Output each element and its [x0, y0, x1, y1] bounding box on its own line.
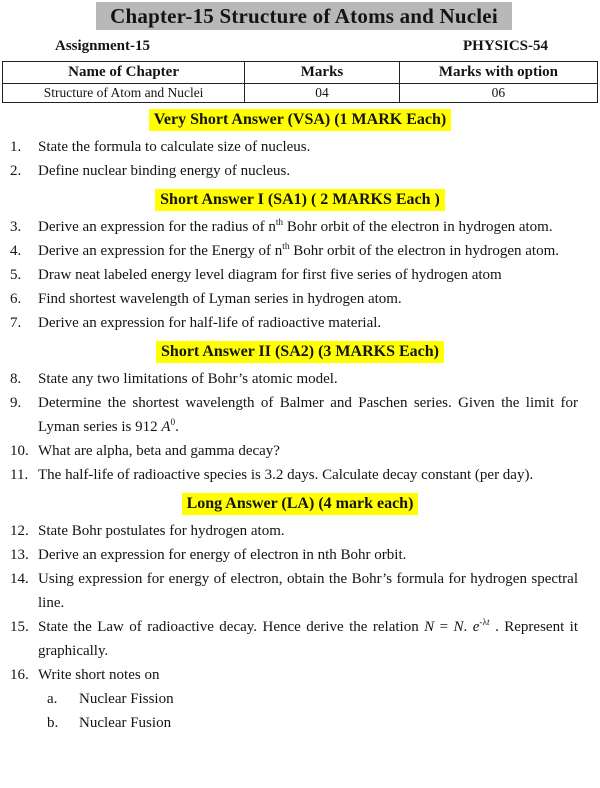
- question-text: State the formula to calculate size of nucleus.: [38, 139, 311, 155]
- question-item: [0, 543, 600, 567]
- section-heading-sa1: Short Answer I (SA1) ( 2 MARKS Each ): [155, 189, 445, 211]
- question-number: 10.: [10, 443, 29, 459]
- question-text: State the Law of radioactive decay. Hence derive the relation N = N. $e^{-\lambda t}$ . Represent it graphically.: [38, 618, 579, 659]
- question-item: [0, 519, 600, 543]
- question-item: [0, 135, 600, 159]
- question-number: 5.: [10, 267, 22, 283]
- question-number: 4.: [10, 243, 22, 259]
- table-header-name-of-chapter: Name of Chapter: [3, 62, 245, 84]
- question-item: [0, 159, 600, 183]
- question-item: [0, 263, 600, 287]
- assignment-label: Assignment-15: [55, 38, 151, 54]
- question-item: [0, 615, 600, 663]
- question-text: State any two limitations of Bohr’s atomic model.: [38, 371, 338, 387]
- question-number: 2.: [10, 163, 22, 179]
- question-number: 14.: [10, 571, 29, 587]
- meta-row: [0, 36, 600, 56]
- question-text: Derive an expression for the radius of $n^{th}$ Bohr orbit of the electron in hydrogen atom.: [38, 218, 553, 235]
- question-item: [0, 311, 600, 335]
- question-item: [0, 567, 600, 615]
- sub-question-letter: b.: [47, 715, 59, 731]
- question-number: 11.: [10, 467, 29, 483]
- question-item: [0, 239, 600, 263]
- question-number: 7.: [10, 315, 22, 331]
- page-title: Chapter-15 Structure of Atoms and Nuclei: [96, 2, 512, 30]
- section-heading-wrap: [0, 493, 600, 515]
- question-item: [0, 439, 600, 463]
- question-item: [0, 463, 600, 487]
- question-item: [0, 367, 600, 391]
- question-text: Write short notes on: [38, 667, 160, 683]
- sub-question-text: Nuclear Fusion: [79, 715, 172, 731]
- question-item: [0, 391, 600, 439]
- section-heading-wrap: [0, 189, 600, 211]
- sub-question-item: [0, 687, 600, 711]
- question-number: 6.: [10, 291, 22, 307]
- question-text: Derive an expression for the Energy of $n^{th}$ Bohr orbit of the electron in hydrogen atom.: [38, 242, 559, 259]
- question-number: 13.: [10, 547, 29, 563]
- question-text: Using expression for energy of electron, obtain the Bohr’s formula for hydrogen spectral line.: [38, 571, 578, 611]
- question-text: Define nuclear binding energy of nucleus.: [38, 163, 291, 179]
- question-item: [0, 215, 600, 239]
- table-cell-marks-with-option: 06: [399, 84, 597, 103]
- sub-question-item: [0, 711, 600, 735]
- question-number: 1.: [10, 139, 22, 155]
- chapter-marks-table: [2, 61, 598, 103]
- question-item: [0, 663, 600, 687]
- table-header-marks: Marks: [245, 62, 400, 84]
- question-text: Draw neat labeled energy level diagram for first five series of hydrogen atom: [38, 267, 502, 283]
- question-number: 8.: [10, 371, 22, 387]
- sub-question-letter: a.: [47, 691, 58, 707]
- table-cell-marks: 04: [245, 84, 400, 103]
- question-item: [0, 287, 600, 311]
- table-header-marks-with-option: Marks with option: [399, 62, 597, 84]
- question-text: Determine the shortest wavelength of Balmer and Paschen series. Given the limit for Lyman series is 912 $A^0$.: [38, 395, 578, 435]
- question-text: The half-life of radioactive species is 3.2 days. Calculate decay constant (per day).: [38, 467, 534, 483]
- table-cell-chapter-name: Structure of Atom and Nuclei: [3, 84, 245, 103]
- question-number: 3.: [10, 219, 22, 235]
- question-text: Derive an expression for half-life of radioactive material.: [38, 315, 382, 331]
- question-number: 15.: [10, 619, 29, 635]
- section-heading-wrap: [0, 341, 600, 363]
- question-text: What are alpha, beta and gamma decay?: [38, 443, 280, 459]
- table-row: [3, 84, 598, 103]
- section-heading-sa2: Short Answer II (SA2) (3 MARKS Each): [156, 341, 444, 363]
- table-header-row: [3, 62, 598, 84]
- section-heading-la: Long Answer (LA) (4 mark each): [182, 493, 419, 515]
- question-text: Derive an expression for energy of electron in nth Bohr orbit.: [38, 547, 407, 563]
- question-number: 12.: [10, 523, 29, 539]
- question-text: State Bohr postulates for hydrogen atom.: [38, 523, 285, 539]
- subject-label: PHYSICS-54: [462, 38, 548, 54]
- section-heading-vsa: Very Short Answer (VSA) (1 MARK Each): [149, 109, 451, 131]
- section-heading-wrap: [0, 109, 600, 131]
- title-bar: [0, 2, 600, 30]
- sub-question-text: Nuclear Fission: [79, 691, 174, 707]
- question-text: Find shortest wavelength of Lyman series in hydrogen atom.: [38, 291, 402, 307]
- question-number: 16.: [10, 667, 29, 683]
- question-number: 9.: [10, 395, 22, 411]
